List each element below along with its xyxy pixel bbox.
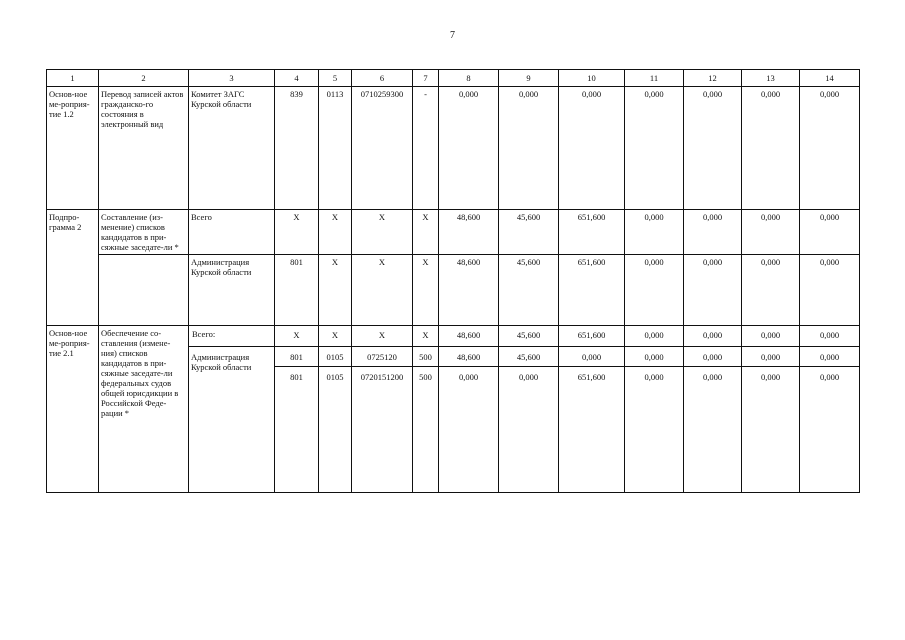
rz-pr-cell: X [319, 326, 352, 347]
table-row [47, 326, 860, 347]
amount-cell: 45,600 [499, 347, 559, 367]
grbs-cell: 839 [275, 87, 319, 210]
header-cell: 9 [499, 70, 559, 87]
csr-cell: 0720151200 [352, 367, 413, 493]
amount-cell: 0,000 [439, 87, 499, 210]
header-cell: 13 [742, 70, 800, 87]
amount-cell: 0,000 [742, 347, 800, 367]
amount-cell: 0,000 [625, 255, 684, 326]
header-cell: 14 [800, 70, 860, 87]
header-cell: 6 [352, 70, 413, 87]
amount-cell: 0,000 [800, 210, 860, 255]
amount-cell: 0,000 [742, 210, 800, 255]
header-cell: 10 [559, 70, 625, 87]
grbs-cell: 801 [275, 347, 319, 367]
table-row [47, 87, 860, 210]
budget-table [46, 69, 860, 493]
amount-cell: 651,600 [559, 326, 625, 347]
rz-pr-cell: X [319, 210, 352, 255]
header-cell: 12 [684, 70, 742, 87]
header-cell: 2 [99, 70, 189, 87]
amount-cell: 0,000 [742, 326, 800, 347]
measure-description-cell: Составление (из-менение) списков кандидатов в при-сяжные заседате-ли * [99, 210, 189, 255]
amount-cell: 0,000 [439, 367, 499, 493]
grbs-cell: 801 [275, 367, 319, 493]
table-row [47, 210, 860, 255]
amount-cell: 0,000 [499, 367, 559, 493]
amount-cell: 48,600 [439, 347, 499, 367]
amount-cell: 0,000 [684, 210, 742, 255]
amount-cell: 0,000 [625, 210, 684, 255]
vr-cell: X [413, 326, 439, 347]
amount-cell: 0,000 [684, 347, 742, 367]
header-row [47, 70, 860, 87]
header-cell: 11 [625, 70, 684, 87]
csr-cell: X [352, 210, 413, 255]
rz-pr-cell: 0105 [319, 347, 352, 367]
amount-cell: 48,600 [439, 326, 499, 347]
header-cell: 7 [413, 70, 439, 87]
amount-cell: 651,600 [559, 367, 625, 493]
amount-cell: 0,000 [684, 326, 742, 347]
amount-cell: 48,600 [439, 255, 499, 326]
vr-cell: - [413, 87, 439, 210]
executor-cell: Администрация Курской области [189, 347, 275, 493]
page-number: 7 [450, 30, 455, 41]
amount-cell: 0,000 [499, 87, 559, 210]
rz-pr-cell: 0105 [319, 367, 352, 493]
amount-cell: 0,000 [559, 87, 625, 210]
grbs-cell: X [275, 326, 319, 347]
header-cell: 1 [47, 70, 99, 87]
executor-cell: Всего [189, 210, 275, 255]
measure-name-cell: Основ-ное ме-роприя-тие 2.1 [47, 326, 99, 493]
measure-description-cell: Обеспечение со-ставления (измене-ния) списков кандидатов в при-сяжные заседате-ли федеральных судов общей юрисдикции в Российской Феде-рации * [99, 326, 189, 493]
amount-cell: 0,000 [625, 347, 684, 367]
amount-cell: 0,000 [625, 87, 684, 210]
amount-cell: 651,600 [559, 210, 625, 255]
amount-cell: 0,000 [684, 87, 742, 210]
amount-cell: 0,000 [684, 367, 742, 493]
amount-cell: 0,000 [742, 255, 800, 326]
amount-cell: 48,600 [439, 210, 499, 255]
amount-cell: 45,600 [499, 210, 559, 255]
amount-cell: 0,000 [742, 367, 800, 493]
amount-cell: 0,000 [800, 326, 860, 347]
amount-cell: 0,000 [559, 347, 625, 367]
header-cell: 8 [439, 70, 499, 87]
grbs-cell: 801 [275, 255, 319, 326]
subprogram-name-cell: Подпро-грамма 2 [47, 210, 99, 326]
vr-cell: 500 [413, 347, 439, 367]
csr-cell: 0710259300 [352, 87, 413, 210]
amount-cell: 0,000 [800, 87, 860, 210]
csr-cell: X [352, 255, 413, 326]
amount-cell: 0,000 [742, 87, 800, 210]
header-cell: 3 [189, 70, 275, 87]
amount-cell: 0,000 [800, 367, 860, 493]
vr-cell: X [413, 210, 439, 255]
vr-cell: X [413, 255, 439, 326]
csr-cell: 0725120 [352, 347, 413, 367]
amount-cell: 0,000 [625, 326, 684, 347]
measure-name-cell: Основ-ное ме-роприя-тие 1.2 [47, 87, 99, 210]
amount-cell: 0,000 [800, 255, 860, 326]
csr-cell: X [352, 326, 413, 347]
amount-cell: 0,000 [625, 367, 684, 493]
vr-cell: 500 [413, 367, 439, 493]
amount-cell: 45,600 [499, 326, 559, 347]
executor-cell: Администрация Курской области [189, 255, 275, 326]
table-row [47, 255, 860, 326]
measure-description-cell: Перевод записей актов гражданско-го состояния в электронный вид [99, 87, 189, 210]
amount-cell: 0,000 [684, 255, 742, 326]
empty-cell [99, 255, 189, 326]
amount-cell: 651,600 [559, 255, 625, 326]
rz-pr-cell: 0113 [319, 87, 352, 210]
amount-cell: 45,600 [499, 255, 559, 326]
executor-cell: Комитет ЗАГС Курской области [189, 87, 275, 210]
rz-pr-cell: X [319, 255, 352, 326]
header-cell: 5 [319, 70, 352, 87]
executor-cell: Всего: [189, 326, 275, 347]
grbs-cell: X [275, 210, 319, 255]
amount-cell: 0,000 [800, 347, 860, 367]
header-cell: 4 [275, 70, 319, 87]
